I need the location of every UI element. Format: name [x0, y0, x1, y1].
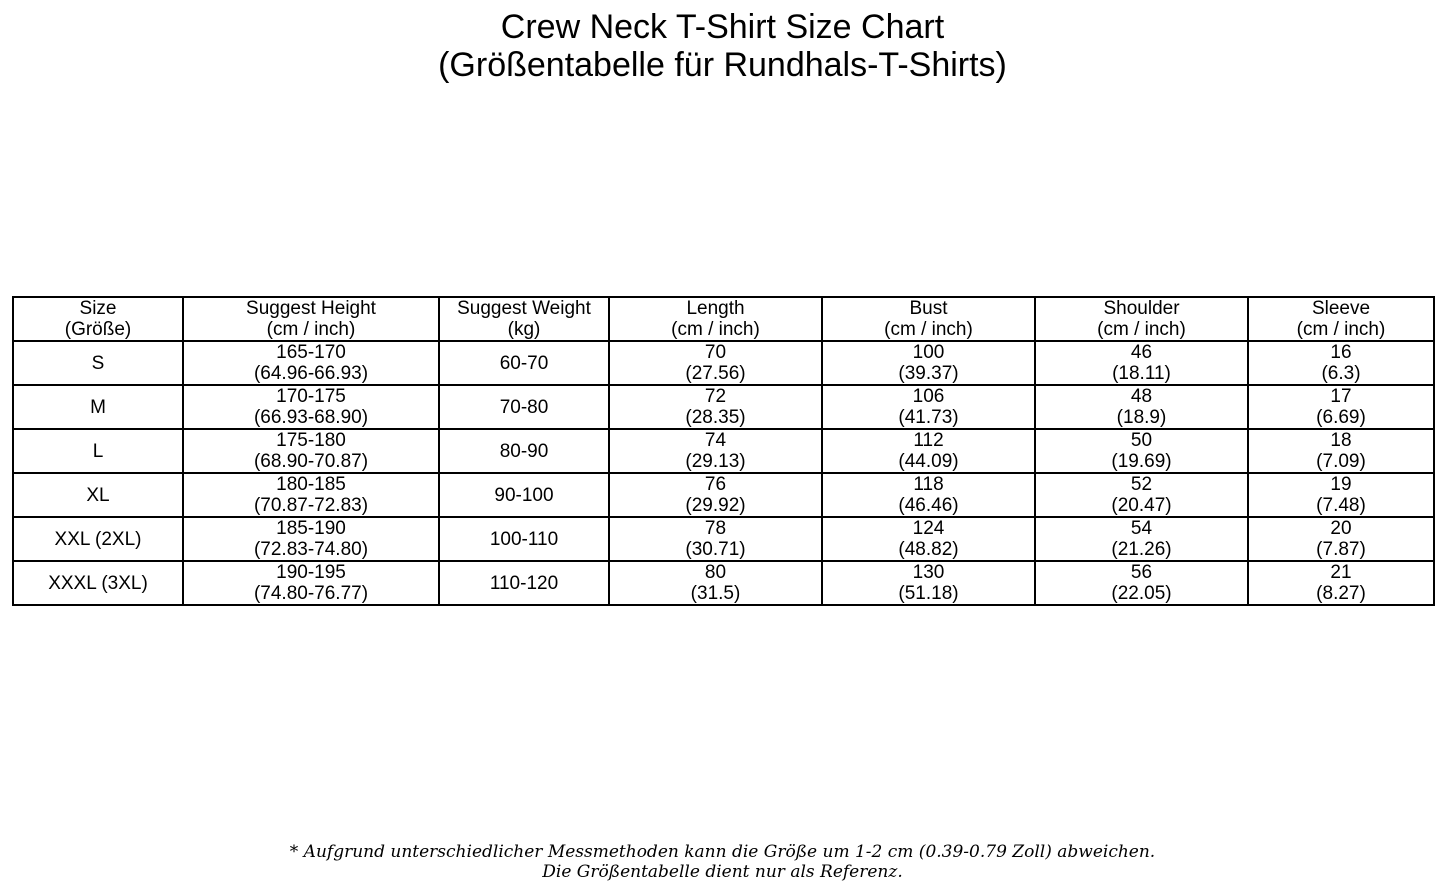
- table-row: [13, 429, 1434, 473]
- table-row: [13, 561, 1434, 605]
- height-cell: 170-175 (66.93-68.90): [183, 385, 439, 429]
- size-cell: XL: [13, 473, 183, 517]
- height-cell: 165-170 (64.96-66.93): [183, 341, 439, 385]
- sleeve-cell: 18 (7.09): [1248, 429, 1434, 473]
- title-line-english: Crew Neck T-Shirt Size Chart: [500, 8, 945, 46]
- weight-cell: 60-70: [439, 341, 609, 385]
- page-title: [0, 8, 1445, 84]
- length-cell: 76 (29.92): [609, 473, 822, 517]
- header-size: Size (Größe): [13, 297, 183, 341]
- header-length: Length (cm / inch): [609, 297, 822, 341]
- table-row: [13, 517, 1434, 561]
- weight-cell: 90-100: [439, 473, 609, 517]
- sleeve-cell: 20 (7.87): [1248, 517, 1434, 561]
- size-cell: XXL (2XL): [13, 517, 183, 561]
- shoulder-cell: 52 (20.47): [1035, 473, 1248, 517]
- height-cell: 185-190 (72.83-74.80): [183, 517, 439, 561]
- footnote: [0, 842, 1445, 882]
- weight-cell: 110-120: [439, 561, 609, 605]
- height-cell: 190-195 (74.80-76.77): [183, 561, 439, 605]
- length-cell: 80 (31.5): [609, 561, 822, 605]
- header-sleeve: Sleeve (cm / inch): [1248, 297, 1434, 341]
- title-line-german: (Größentabelle für Rundhals-T-Shirts): [438, 46, 1007, 84]
- shoulder-cell: 48 (18.9): [1035, 385, 1248, 429]
- weight-cell: 100-110: [439, 517, 609, 561]
- header-shoulder: Shoulder (cm / inch): [1035, 297, 1248, 341]
- weight-cell: 70-80: [439, 385, 609, 429]
- table-row: [13, 341, 1434, 385]
- height-cell: 180-185 (70.87-72.83): [183, 473, 439, 517]
- size-chart-table: [12, 296, 1435, 606]
- length-cell: 72 (28.35): [609, 385, 822, 429]
- sleeve-cell: 16 (6.3): [1248, 341, 1434, 385]
- bust-cell: 100 (39.37): [822, 341, 1035, 385]
- table-row: [13, 385, 1434, 429]
- size-cell: M: [13, 385, 183, 429]
- shoulder-cell: 46 (18.11): [1035, 341, 1248, 385]
- weight-cell: 80-90: [439, 429, 609, 473]
- bust-cell: 118 (46.46): [822, 473, 1035, 517]
- bust-cell: 124 (48.82): [822, 517, 1035, 561]
- size-cell: L: [13, 429, 183, 473]
- table-header-row: [13, 297, 1434, 341]
- shoulder-cell: 56 (22.05): [1035, 561, 1248, 605]
- header-bust: Bust (cm / inch): [822, 297, 1035, 341]
- sleeve-cell: 17 (6.69): [1248, 385, 1434, 429]
- height-cell: 175-180 (68.90-70.87): [183, 429, 439, 473]
- sleeve-cell: 21 (8.27): [1248, 561, 1434, 605]
- bust-cell: 106 (41.73): [822, 385, 1035, 429]
- length-cell: 78 (30.71): [609, 517, 822, 561]
- sleeve-cell: 19 (7.48): [1248, 473, 1434, 517]
- length-cell: 74 (29.13): [609, 429, 822, 473]
- bust-cell: 130 (51.18): [822, 561, 1035, 605]
- shoulder-cell: 54 (21.26): [1035, 517, 1248, 561]
- footnote-line-1: * Aufgrund unterschiedlicher Messmethoden kann die Größe um 1-2 cm (0.39-0.79 Zoll) abweichen.: [289, 842, 1156, 862]
- table-row: [13, 473, 1434, 517]
- size-cell: S: [13, 341, 183, 385]
- length-cell: 70 (27.56): [609, 341, 822, 385]
- header-weight: Suggest Weight (kg): [439, 297, 609, 341]
- size-cell: XXXL (3XL): [13, 561, 183, 605]
- header-height: Suggest Height (cm / inch): [183, 297, 439, 341]
- footnote-line-2: Die Größentabelle dient nur als Referenz.: [542, 862, 903, 882]
- shoulder-cell: 50 (19.69): [1035, 429, 1248, 473]
- bust-cell: 112 (44.09): [822, 429, 1035, 473]
